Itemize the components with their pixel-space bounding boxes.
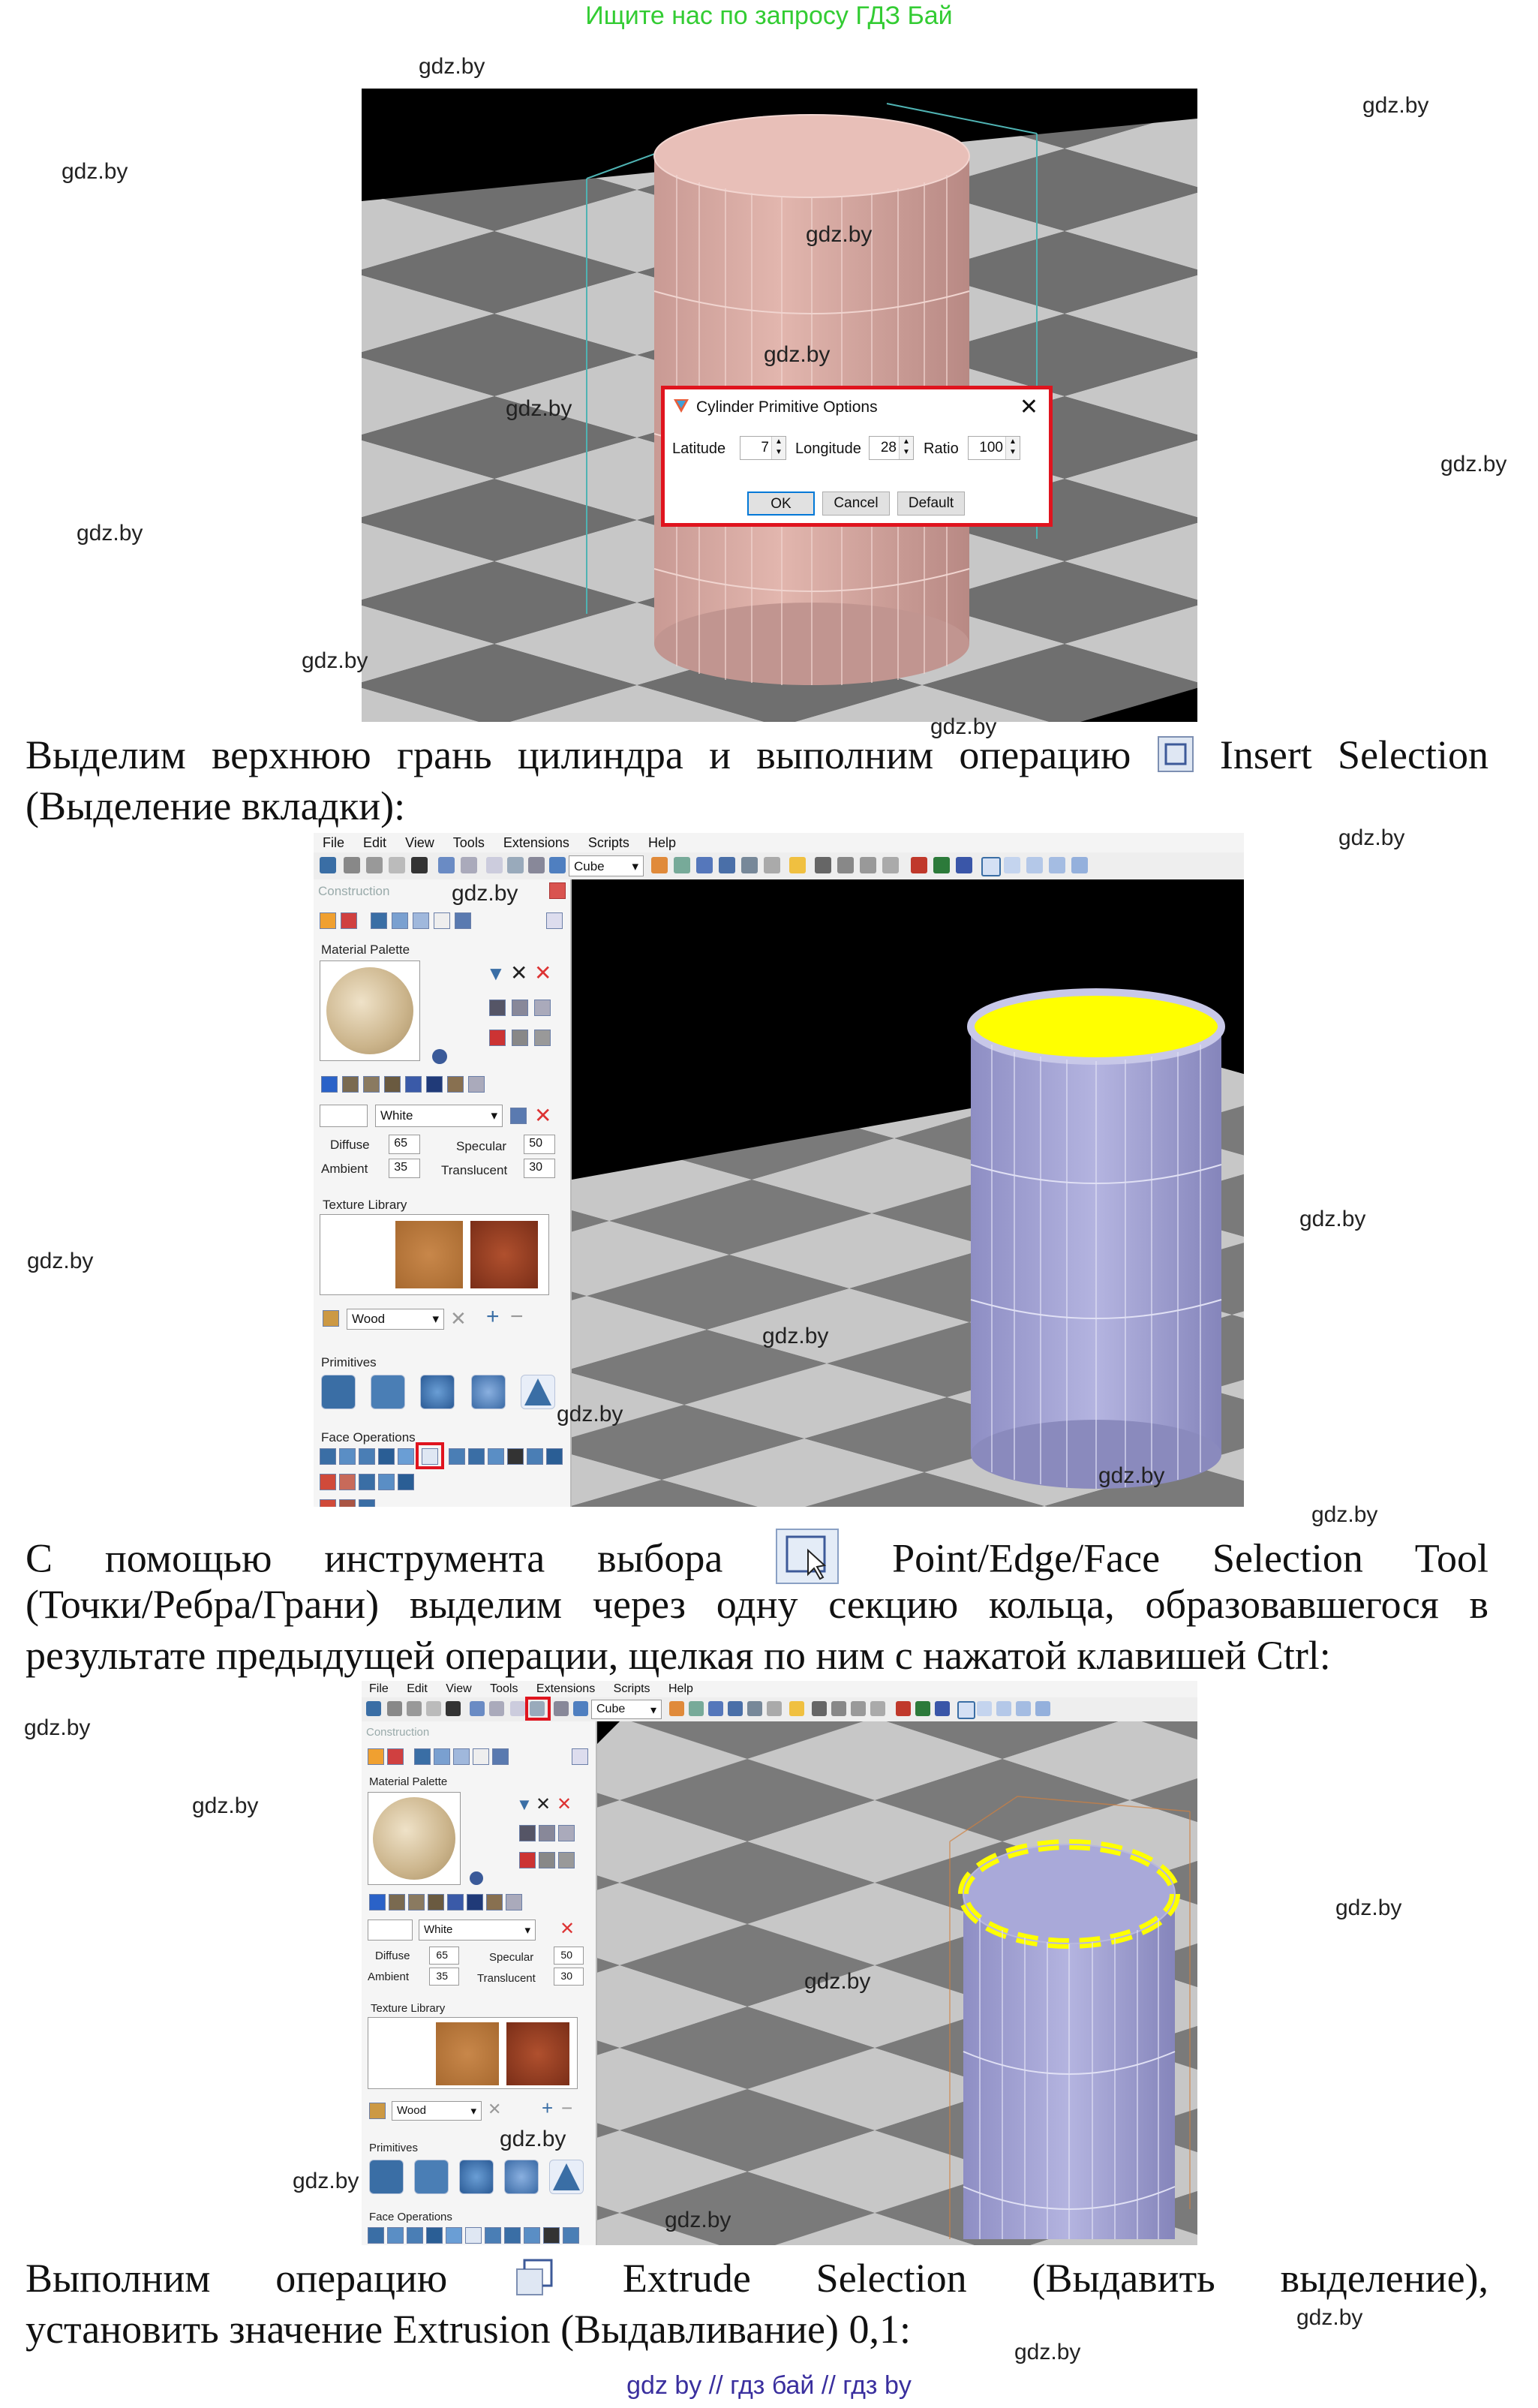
hand-icon[interactable] [368, 1748, 384, 1765]
minus-icon[interactable]: − [561, 2097, 573, 2119]
chart-icon[interactable] [492, 1748, 509, 1765]
cube-primitive-icon[interactable] [321, 1375, 356, 1409]
swatch-2[interactable] [389, 1894, 405, 1910]
translucent-label: Translucent [477, 1972, 536, 1985]
face-operations-label: Face Operations [369, 2211, 452, 2223]
diffuse-input[interactable]: 65 [429, 1947, 459, 1965]
diffuse-input[interactable]: 65 [389, 1135, 420, 1154]
pointer-icon[interactable] [486, 857, 503, 873]
swatch-4[interactable] [384, 1076, 401, 1093]
menu-view[interactable]: View [446, 1682, 472, 1695]
zoom-icon[interactable] [860, 857, 876, 873]
copy-icon[interactable] [366, 857, 383, 873]
shape-select[interactable]: Cube ▾ [591, 1700, 662, 1719]
viewport-scene-3[interactable] [597, 1721, 1197, 2245]
select-vertices-icon[interactable] [957, 1701, 975, 1719]
pointer-icon[interactable] [510, 1701, 525, 1716]
spin-arrows-icon[interactable]: ▲ ▼ [899, 437, 913, 459]
tube-icon[interactable] [674, 857, 690, 873]
redo-icon[interactable] [461, 857, 477, 873]
select-vertices-icon[interactable] [981, 857, 1001, 876]
palette-icon-2[interactable] [512, 1000, 528, 1016]
wireframe-icon[interactable] [1035, 1701, 1050, 1716]
menu-file[interactable]: File [323, 835, 345, 850]
top-banner: Ищите нас по запросу ГДЗ Бай [585, 2, 953, 30]
knife-icon[interactable] [719, 857, 735, 873]
translucent-label: Translucent [441, 1163, 508, 1177]
cut-icon[interactable] [387, 1701, 402, 1716]
swatch-7[interactable] [486, 1894, 503, 1910]
red-x-icon[interactable]: ✕ [534, 961, 552, 985]
watermark: gdz.by [1311, 1502, 1378, 1527]
face-op-icon-1[interactable] [368, 2227, 384, 2244]
swatch-8[interactable] [468, 1076, 485, 1093]
select-faces-icon[interactable] [996, 1701, 1011, 1716]
chevron-down-icon[interactable]: ▾ [470, 2105, 476, 2118]
face-op-icon-7[interactable] [485, 2227, 501, 2244]
material-preview[interactable] [320, 960, 420, 1061]
app-window-1 [314, 833, 1244, 1507]
swatch-3[interactable] [408, 1894, 425, 1910]
highlight-frame [416, 1442, 444, 1469]
blue-dot-icon[interactable] [432, 1049, 447, 1064]
curve-icon[interactable] [453, 1748, 470, 1765]
specular-label: Specular [489, 1951, 534, 1964]
watermark: gdz.by [1440, 452, 1507, 476]
undo-icon[interactable] [438, 857, 455, 873]
paragraph-1-line-1: Выделим верхнюю грань цилиндра и выполним операцию Insert Selection [26, 729, 1488, 785]
texture-folder-icon[interactable] [369, 2103, 386, 2119]
construction-panel [314, 879, 572, 1507]
swatch-3[interactable] [363, 1076, 380, 1093]
red-x-icon[interactable]: ✕ [534, 1104, 552, 1127]
save-icon[interactable] [366, 1701, 381, 1716]
watermark: gdz.by [62, 159, 128, 184]
panel-title: Construction [366, 1726, 430, 1739]
watermark: gdz.by [1014, 2340, 1081, 2364]
swatch-5[interactable] [447, 1894, 464, 1910]
swatch-6[interactable] [426, 1076, 443, 1093]
primitives-label: Primitives [369, 2142, 419, 2154]
menu-view[interactable]: View [405, 835, 434, 850]
watermark: gdz.by [1362, 93, 1429, 118]
face-op-icon-5[interactable] [446, 2227, 462, 2244]
ambient-input[interactable]: 35 [429, 1968, 459, 1986]
face-op-icon-2[interactable] [339, 1448, 356, 1465]
face-op-icon-1[interactable] [320, 1448, 336, 1465]
color-swatch-white[interactable] [320, 1105, 368, 1127]
material-icon[interactable] [789, 1701, 804, 1716]
knife-icon[interactable] [728, 1701, 743, 1716]
chevron-down-icon[interactable]: ▾ [632, 859, 638, 873]
face-op-icon-5[interactable] [398, 1448, 414, 1465]
swatch-8[interactable] [506, 1894, 522, 1910]
ok-button[interactable]: OK [747, 492, 815, 516]
app-logo-icon [672, 396, 690, 414]
shape-icon[interactable] [549, 857, 566, 873]
menu-scripts[interactable]: Scripts [587, 835, 629, 850]
texture-wood-light[interactable] [436, 2022, 499, 2085]
face-op-icon-19[interactable] [339, 1499, 356, 1507]
group-icon[interactable] [554, 1701, 569, 1716]
red-arrow-icon[interactable] [896, 1701, 911, 1716]
undo-icon[interactable] [470, 1701, 485, 1716]
watermark: gdz.by [419, 54, 485, 79]
palette-icon-4[interactable] [489, 1030, 506, 1046]
save-icon[interactable] [320, 857, 336, 873]
bricks-icon[interactable] [387, 1748, 404, 1765]
watermark: gdz.by [293, 2169, 359, 2193]
menu-extensions[interactable]: Extensions [503, 835, 569, 850]
blue-arrow-icon[interactable] [956, 857, 972, 873]
watermark: gdz.by [804, 1969, 871, 1994]
footer-links: gdz by // гдз бай // гдз by [626, 2371, 912, 2400]
cube-tab-icon[interactable] [371, 912, 387, 929]
menu-extensions[interactable]: Extensions [536, 1682, 596, 1695]
material-name-select[interactable]: White ▾ [375, 1105, 503, 1127]
remove-texture-icon[interactable]: ✕ [450, 1307, 467, 1330]
specular-input[interactable]: 50 [524, 1135, 555, 1154]
extrude-selection-icon [512, 2256, 557, 2310]
fit-view-icon[interactable] [882, 857, 899, 873]
face-op-icon-15[interactable] [359, 1474, 375, 1490]
watermark: gdz.by [24, 1715, 91, 1740]
redo-icon[interactable] [489, 1701, 504, 1716]
material-sphere [326, 967, 413, 1054]
watermark: gdz.by [27, 1249, 94, 1273]
palette-icon-5[interactable] [512, 1030, 528, 1046]
point-edge-face-selection-icon[interactable] [507, 857, 524, 873]
translucent-input[interactable]: 30 [524, 1159, 555, 1178]
paint-icon[interactable] [669, 1701, 684, 1716]
panel-title: Construction [318, 884, 390, 898]
menu-help[interactable]: Help [647, 835, 676, 850]
cut-icon[interactable] [344, 857, 360, 873]
watermark: gdz.by [1338, 825, 1405, 850]
orbit-icon[interactable] [812, 1701, 827, 1716]
watermark: gdz.by [764, 342, 831, 367]
face-op-icon-17[interactable] [398, 1474, 414, 1490]
ambient-input[interactable]: 35 [389, 1159, 420, 1178]
minus-icon[interactable]: − [510, 1304, 524, 1329]
palette-icon-5[interactable] [539, 1852, 555, 1868]
texture-wood-light[interactable] [395, 1221, 463, 1288]
paragraph-2-line-2: (Точки/Ребра/Грани) выделим через одну секцию кольца, образовавшегося в [26, 1582, 1488, 1627]
face-op-icon-12[interactable] [546, 1448, 563, 1465]
chevron-down-icon[interactable]: ▾ [650, 1704, 656, 1717]
light-icon[interactable] [473, 1748, 489, 1765]
group-icon[interactable] [528, 857, 545, 873]
window-icon[interactable] [546, 912, 563, 929]
menu-scripts[interactable]: Scripts [613, 1682, 650, 1695]
face-op-icon-11[interactable] [563, 2227, 579, 2244]
viewport-scene-2[interactable] [572, 879, 1244, 1507]
insert-selection-icon [1157, 734, 1194, 785]
latitude-input[interactable]: 7 ▲ ▼ [740, 436, 786, 460]
watermark: gdz.by [192, 1793, 259, 1818]
material-palette-label: Material Palette [321, 942, 410, 957]
face-operations-label: Face Operations [321, 1430, 416, 1444]
filter-icon[interactable]: ▼ [516, 1795, 533, 1814]
pan-icon[interactable] [837, 857, 854, 873]
select-edges-icon[interactable] [977, 1701, 992, 1716]
texture-wood-dark[interactable] [506, 2022, 569, 2085]
palette-icon-6[interactable] [534, 1030, 551, 1046]
texture-name-select[interactable]: Wood ▾ [347, 1309, 444, 1330]
palette-icon-1[interactable] [489, 1000, 506, 1016]
menu-tools[interactable]: Tools [452, 835, 485, 850]
grid-icon[interactable] [767, 1701, 782, 1716]
add-icon[interactable]: + [486, 1304, 500, 1329]
tube-icon[interactable] [689, 1701, 704, 1716]
cube-tab-icon[interactable] [414, 1748, 431, 1765]
add-icon[interactable]: + [542, 2097, 554, 2119]
menu-file[interactable]: File [369, 1682, 389, 1695]
black-x-icon[interactable]: ✕ [510, 961, 528, 985]
face-op-icon-14[interactable] [339, 1474, 356, 1490]
select-objects-icon[interactable] [1049, 857, 1065, 873]
face-op-icon-4[interactable] [378, 1448, 395, 1465]
select-edges-icon[interactable] [1004, 857, 1020, 873]
copy-icon[interactable] [407, 1701, 422, 1716]
face-op-icon-11[interactable] [527, 1448, 543, 1465]
green-arrow-icon[interactable] [915, 1701, 930, 1716]
watermark: gdz.by [500, 2127, 566, 2151]
wireframe-icon[interactable] [1071, 857, 1088, 873]
swatch-1[interactable] [369, 1894, 386, 1910]
paragraph-2-line-1: С помощью инструмента выбора Point/Edge/Face Selection Tool [26, 1528, 1488, 1597]
chevron-down-icon[interactable]: ▾ [491, 1108, 497, 1123]
line-icon[interactable] [696, 857, 713, 873]
face-op-icon-13[interactable] [320, 1474, 336, 1490]
material-palette-label: Material Palette [369, 1775, 448, 1788]
hand-icon[interactable] [320, 912, 336, 929]
blue-arrow-icon[interactable] [935, 1701, 950, 1716]
longitude-label: Longitude [795, 440, 861, 457]
watermark: gdz.by [1098, 1463, 1165, 1488]
orbit-icon[interactable] [815, 857, 831, 873]
blue-dot-icon[interactable] [470, 1871, 483, 1885]
close-icon[interactable] [549, 882, 566, 899]
dialog-titlebar [665, 389, 1049, 424]
dialog-title: Cylinder Primitive Options [696, 398, 878, 416]
default-button[interactable]: Default [897, 492, 965, 516]
palette-icon-6[interactable] [558, 1852, 575, 1868]
face-op-icon-10[interactable] [507, 1448, 524, 1465]
menu-edit[interactable]: Edit [363, 835, 387, 850]
torus-primitive-icon[interactable] [471, 1375, 506, 1409]
camera-icon[interactable] [392, 912, 408, 929]
watermark: gdz.by [452, 881, 518, 906]
palette-icon-2[interactable] [539, 1825, 555, 1841]
paragraph-2-line-3: результате предыдущей операции, щелкая по ним с нажатой клавишей Ctrl: [26, 1633, 1331, 1678]
cylinder-primitive-icon[interactable] [414, 2160, 449, 2194]
face-op-icon-9[interactable] [524, 2227, 540, 2244]
latitude-label: Latitude [672, 440, 726, 457]
watermark: gdz.by [302, 648, 368, 673]
face-op-icon-8[interactable] [504, 2227, 521, 2244]
swatch-5[interactable] [405, 1076, 422, 1093]
palette-icon-3[interactable] [558, 1825, 575, 1841]
material-name-select[interactable]: White ▾ [419, 1919, 536, 1941]
translucent-input[interactable]: 30 [554, 1968, 584, 1986]
material-preview[interactable] [368, 1792, 461, 1885]
green-arrow-icon[interactable] [933, 857, 950, 873]
watermark: gdz.by [665, 2208, 731, 2232]
chart-icon[interactable] [455, 912, 471, 929]
diffuse-label: Diffuse [375, 1950, 410, 1962]
face-op-icon-10[interactable] [543, 2227, 560, 2244]
insert-selection-icon[interactable] [465, 2227, 482, 2244]
watermark: gdz.by [806, 222, 873, 247]
texture-library-label: Texture Library [371, 2002, 446, 2015]
specular-input[interactable]: 50 [554, 1947, 584, 1965]
watermark: gdz.by [1296, 2305, 1363, 2330]
grid-icon[interactable] [764, 857, 780, 873]
swatch-7[interactable] [447, 1076, 464, 1093]
face-op-icon-9[interactable] [488, 1448, 504, 1465]
watermark: gdz.by [1335, 1895, 1402, 1920]
face-op-icon-4[interactable] [426, 2227, 443, 2244]
texture-list[interactable] [368, 2017, 578, 2089]
cylinder-options-dialog [661, 386, 1053, 527]
chevron-down-icon[interactable]: ▾ [432, 1312, 439, 1326]
watermark: gdz.by [506, 396, 572, 421]
cylinder-primitive-icon[interactable] [371, 1375, 405, 1409]
palette-icon-3[interactable] [534, 1000, 551, 1016]
fit-view-icon[interactable] [870, 1701, 885, 1716]
primitives-label: Primitives [321, 1355, 377, 1369]
menu-edit[interactable]: Edit [407, 1682, 428, 1695]
line-icon[interactable] [708, 1701, 723, 1716]
filter-icon[interactable]: ▼ [486, 962, 506, 985]
light-icon[interactable] [434, 912, 450, 929]
face-op-icon-8[interactable] [468, 1448, 485, 1465]
window-icon[interactable] [572, 1748, 588, 1765]
face-op-icon-20[interactable] [359, 1499, 375, 1507]
diffuse-label: Diffuse [330, 1138, 370, 1152]
texture-wood-dark[interactable] [470, 1221, 538, 1288]
red-x-icon[interactable]: ✕ [560, 1919, 575, 1939]
shape-select[interactable]: Cube ▾ [569, 855, 644, 876]
face-op-icon-18[interactable] [320, 1499, 336, 1507]
palette-icon-1[interactable] [519, 1825, 536, 1841]
delete-icon[interactable] [446, 1701, 461, 1716]
texture-name-select[interactable]: Wood ▾ [392, 2101, 482, 2121]
swatch-6[interactable] [467, 1894, 483, 1910]
ambient-label: Ambient [368, 1971, 410, 1983]
camera-icon[interactable] [434, 1748, 450, 1765]
texture-library-label: Texture Library [323, 1198, 407, 1212]
black-x-icon[interactable]: ✕ [536, 1794, 551, 1814]
cone-primitive-icon[interactable] [521, 1375, 555, 1409]
specular-label: Specular [456, 1139, 507, 1153]
ambient-label: Ambient [321, 1162, 368, 1176]
cube-primitive-icon[interactable] [369, 2160, 404, 2194]
paste-icon[interactable] [389, 857, 405, 873]
pan-icon[interactable] [831, 1701, 846, 1716]
color-swatch-white[interactable] [368, 1919, 413, 1941]
construction-panel [362, 1721, 597, 2245]
sphere-primitive-icon[interactable] [420, 1375, 455, 1409]
swatch-1[interactable] [321, 1076, 338, 1093]
select-faces-icon[interactable] [1026, 857, 1043, 873]
longitude-input[interactable]: 28 ▲ ▼ [869, 436, 914, 460]
toolbar [362, 1697, 1197, 1722]
material-sphere [373, 1797, 455, 1880]
watermark: gdz.by [77, 521, 143, 546]
spin-arrows-icon[interactable]: ▲ ▼ [771, 437, 786, 459]
app-window-2 [362, 1681, 1197, 2245]
face-op-icon-3[interactable] [407, 2227, 423, 2244]
cancel-button[interactable]: Cancel [822, 492, 890, 516]
snap-icon[interactable] [747, 1701, 762, 1716]
menu-bar [362, 1681, 1197, 1699]
highlight-frame [525, 1697, 551, 1721]
paragraph-1-line-2: (Выделение вкладки): [26, 783, 406, 828]
texture-list[interactable] [320, 1214, 549, 1295]
grid-color-icon[interactable] [510, 1108, 527, 1124]
watermark: gdz.by [762, 1324, 829, 1348]
ratio-input[interactable]: 100 ▲ ▼ [968, 436, 1020, 460]
swatch-4[interactable] [428, 1894, 444, 1910]
menu-bar [314, 833, 1244, 855]
close-icon[interactable]: ✕ [1019, 394, 1038, 420]
paragraph-3-line-1: Выполним операцию Extrude Selection (Выдавить выделение), [26, 2253, 1488, 2310]
bricks-icon[interactable] [341, 912, 357, 929]
palette-icon-4[interactable] [519, 1852, 536, 1868]
chevron-down-icon[interactable]: ▾ [524, 1924, 530, 1937]
shape-icon[interactable] [573, 1701, 588, 1716]
toolbar [314, 852, 1244, 880]
face-op-icon-7[interactable] [449, 1448, 465, 1465]
material-icon[interactable] [789, 857, 806, 873]
watermark: gdz.by [1299, 1207, 1366, 1231]
menu-tools[interactable]: Tools [490, 1682, 518, 1695]
face-op-icon-3[interactable] [359, 1448, 375, 1465]
spin-arrows-icon[interactable]: ▲ ▼ [1005, 437, 1020, 459]
zoom-icon[interactable] [851, 1701, 866, 1716]
menu-help[interactable]: Help [668, 1682, 693, 1695]
delete-icon[interactable] [411, 857, 428, 873]
face-op-icon-2[interactable] [387, 2227, 404, 2244]
torus-primitive-icon[interactable] [504, 2160, 539, 2194]
select-objects-icon[interactable] [1016, 1701, 1031, 1716]
texture-folder-icon[interactable] [323, 1310, 339, 1327]
paint-icon[interactable] [651, 857, 668, 873]
ratio-label: Ratio [924, 440, 959, 457]
snap-icon[interactable] [741, 857, 758, 873]
watermark: gdz.by [557, 1402, 623, 1426]
red-x-icon[interactable]: ✕ [557, 1794, 572, 1814]
watermark: gdz.by [930, 714, 997, 739]
red-arrow-icon[interactable] [911, 857, 927, 873]
face-op-icon-16[interactable] [378, 1474, 395, 1490]
cone-primitive-icon[interactable] [549, 2160, 584, 2194]
swatch-2[interactable] [342, 1076, 359, 1093]
paste-icon[interactable] [426, 1701, 441, 1716]
paragraph-3-line-2: установить значение Extrusion (Выдавливание) 0,1: [26, 2307, 911, 2352]
sphere-primitive-icon[interactable] [459, 2160, 494, 2194]
remove-texture-icon[interactable]: ✕ [488, 2100, 502, 2118]
curve-icon[interactable] [413, 912, 429, 929]
